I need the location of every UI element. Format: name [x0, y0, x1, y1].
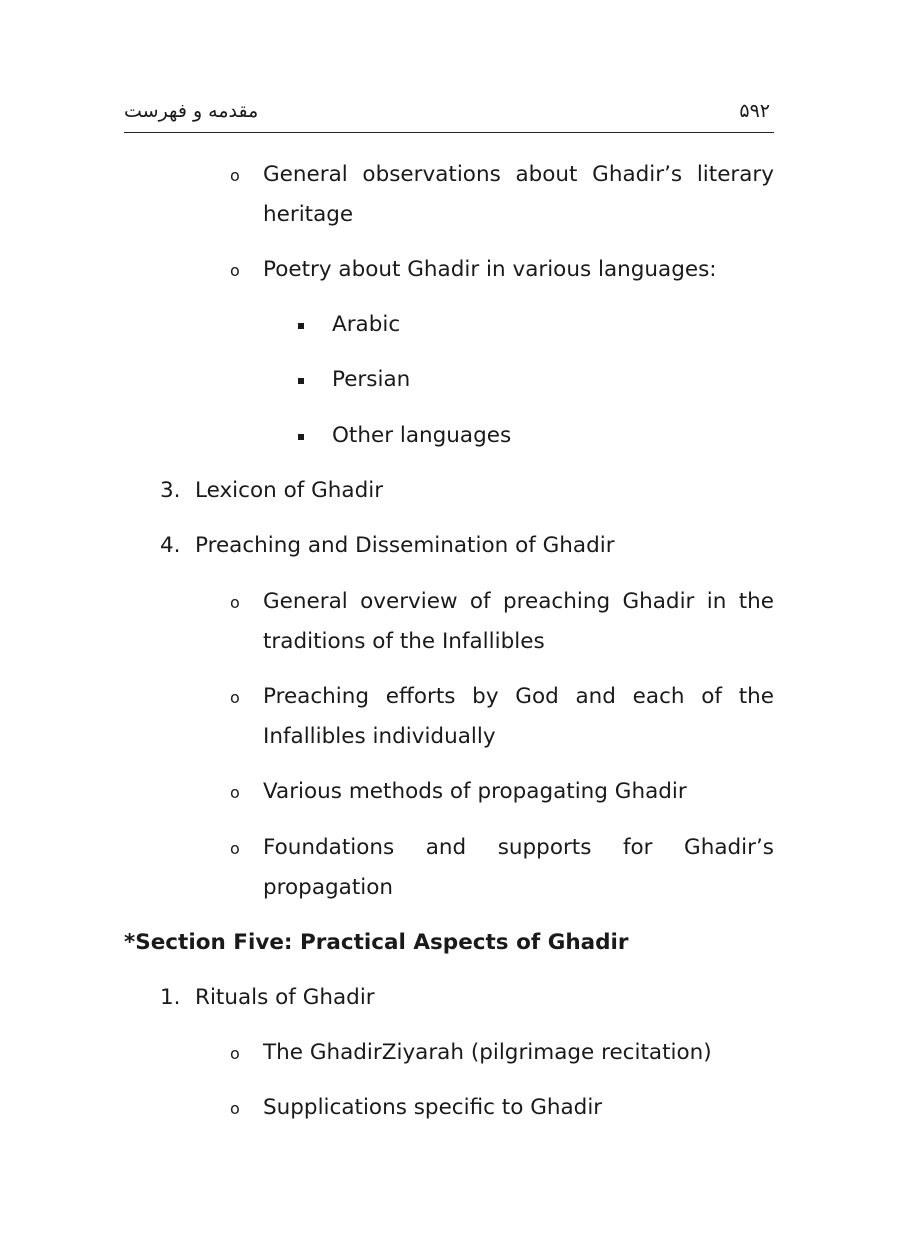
language-item: Other languages [332, 423, 512, 448]
numbered-item: Rituals of Ghadir [195, 985, 375, 1010]
sub-item-line: The GhadirZiyarah (pilgrimage recitation) [263, 1040, 712, 1065]
sub-item-line: propagation [263, 875, 393, 900]
numbered-item: Preaching and Dissemination of Ghadir [195, 533, 615, 558]
sub-bullet-marker: o [230, 166, 240, 185]
sub-bullet-marker: o [230, 1099, 240, 1118]
sub-item-line: Preaching efforts by God and each of the [263, 684, 774, 709]
sub-item-line: General observations about Ghadir’s literary [263, 162, 774, 187]
square-bullet-icon [298, 323, 304, 329]
sub-bullet-marker: o [230, 688, 240, 707]
sub-item-line: heritage [263, 202, 354, 227]
header-page-number: ۵۹۲ [739, 100, 770, 122]
numbered-marker: 3. [160, 478, 181, 503]
sub-bullet-marker: o [230, 783, 240, 802]
language-item: Persian [332, 367, 411, 392]
sub-bullet-marker: o [230, 839, 240, 858]
numbered-marker: 4. [160, 533, 181, 558]
numbered-item: Lexicon of Ghadir [195, 478, 384, 503]
page-header [124, 96, 774, 133]
section-heading: *Section Five: Practical Aspects of Ghadir [124, 930, 629, 955]
sub-bullet-marker: o [230, 1044, 240, 1063]
square-bullet-icon [298, 378, 304, 384]
language-item: Arabic [332, 312, 401, 337]
sub-item-line: General overview of preaching Ghadir in the [263, 589, 774, 614]
numbered-marker: 1. [160, 985, 181, 1010]
sub-item-line: Foundations and supports for Ghadir’s [263, 835, 774, 860]
sub-bullet-marker: o [230, 261, 240, 280]
header-title: مقدمه و فهرست [124, 100, 259, 122]
sub-item-line: traditions of the Infallibles [263, 629, 545, 654]
square-bullet-icon [298, 434, 304, 440]
sub-item-line: Poetry about Ghadir in various languages: [263, 257, 717, 282]
sub-bullet-marker: o [230, 593, 240, 612]
sub-item-line: Various methods of propagating Ghadir [263, 779, 687, 804]
sub-item-line: Infallibles individually [263, 724, 496, 749]
sub-item-line: Supplications specific to Ghadir [263, 1095, 603, 1120]
